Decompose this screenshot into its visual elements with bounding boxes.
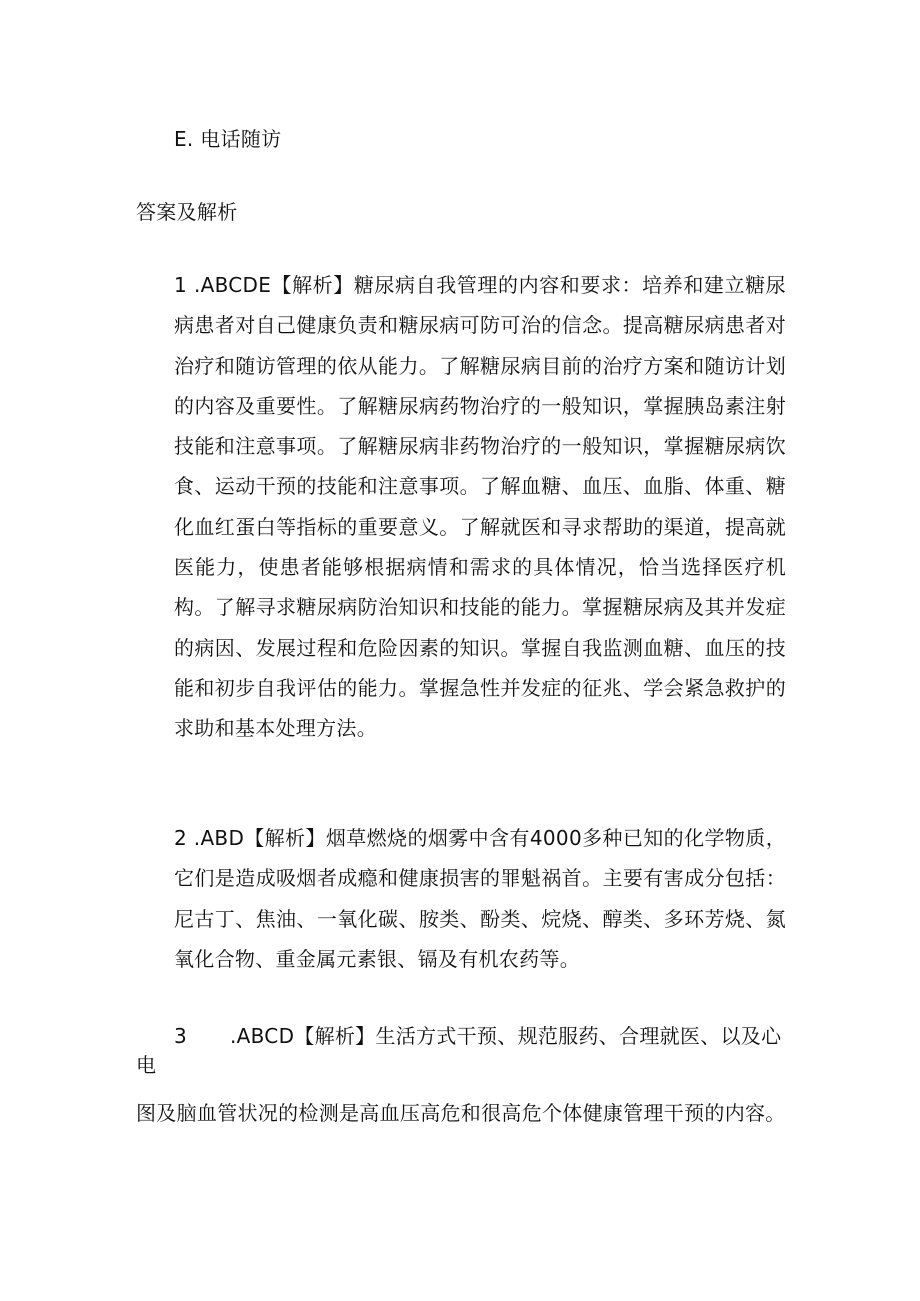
- answer-2-text: 2 .ABD【解析】烟草燃烧的烟雾中含有4000多种已知的化学物质，它们是造成吸烟者成瘾和健康损害的罪魁祸首。主要有害成分包括：尼古丁、焦油、一氧化碳、胺类、酚类、烷烧、醇类、多环芳烧、氮氧化合物、重金属元素银、镉及有机农药等。: [174, 826, 786, 971]
- answer-3-line2: 电: [136, 1053, 156, 1077]
- answer-2-block: [136, 818, 786, 979]
- answer-1-text: 1 .ABCDE【解析】糖尿病自我管理的内容和要求：培养和建立糖尿病患者对自己健康负责和糖尿病可防可治的信念。提高糖尿病患者对治疗和随访管理的依从能力。了解糖尿病目前的治疗方案和随访计划的内容及重要性。了解糖尿病药物治疗的一般知识，掌握胰岛素注射技能和注意事项。了解糖尿病非药物治疗的一般知识，掌握糖尿病饮食、运动干预的技能和注意事项。了解血糖、血压、血脂、体重、糖化血红蛋白等指标的重要意义。了解就医和寻求帮助的渠道，提高就医能力，使患者能够根据病情和需求的具体情况，恰当选择医疗机构。了解寻求糖尿病防治知识和技能的能力。掌握糖尿病及其并发症的病因、发展过程和危险因素的知识。掌握自我监测血糖、血压的技能和初步自我评估的能力。掌握急性并发症的征兆、学会紧急救护的求助和基本处理方法。: [174, 273, 786, 741]
- option-e: E. 电话随访: [174, 127, 282, 151]
- answer-3-line1: .ABCD【解析】生活方式干预、规范服药、合理就医、以及心: [230, 1024, 782, 1048]
- answer-3-line3: 图及脑血管状况的检测是高血压高危和很高危个体健康管理干预的内容。: [136, 1101, 786, 1125]
- answer-3-number: 3: [174, 1024, 187, 1048]
- answer-heading: 答案及解析: [136, 200, 238, 224]
- answer-1-block: [136, 265, 786, 749]
